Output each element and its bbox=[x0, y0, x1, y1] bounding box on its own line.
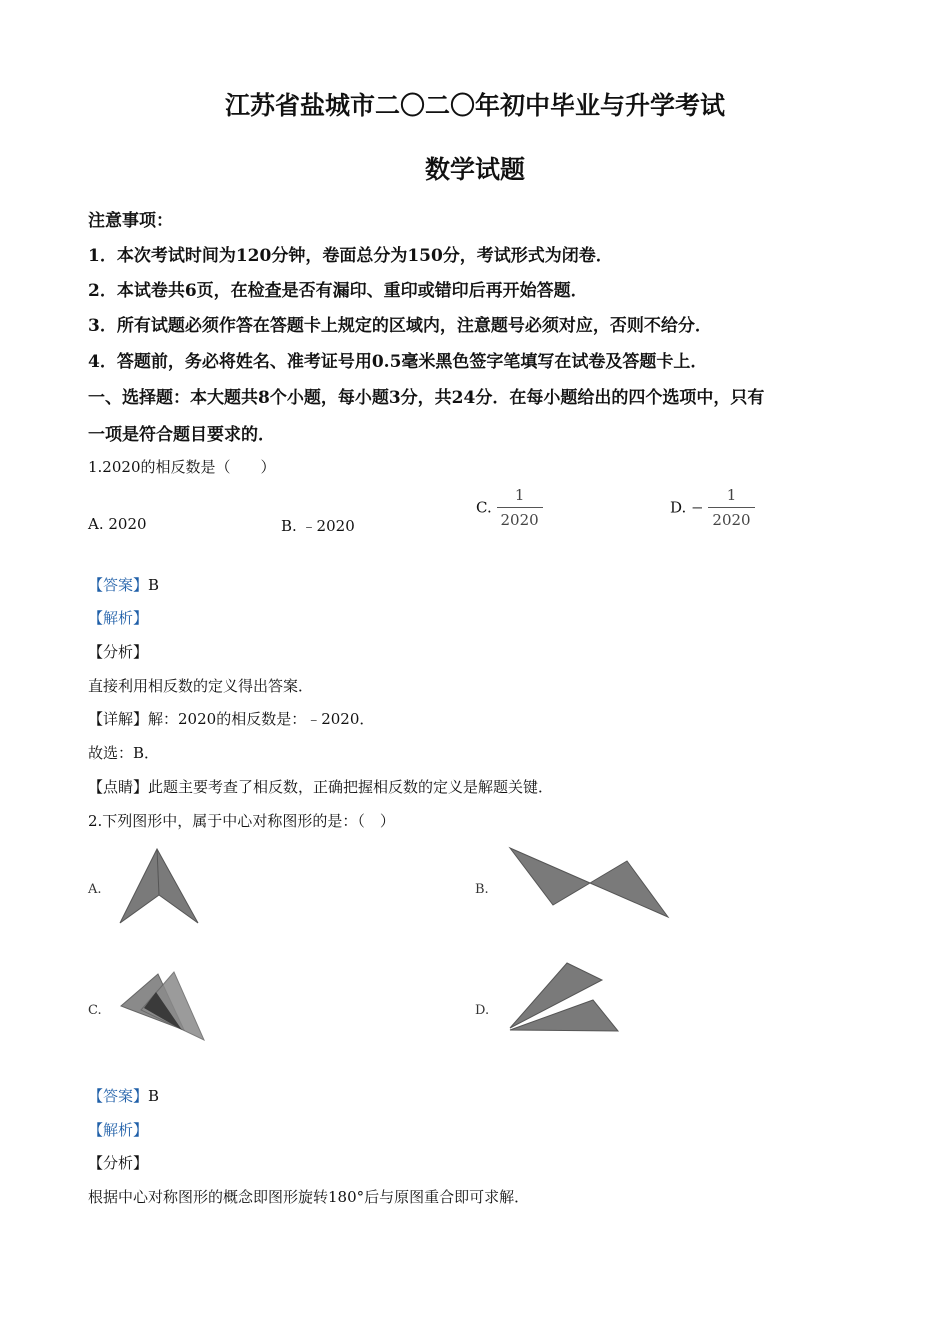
notes-heading: 注意事项： bbox=[88, 211, 173, 231]
note-item-4: 4．答题前，务必将姓名、准考证号用0.5毫米黑色签字笔填写在试卷及答题卡上． bbox=[88, 352, 708, 372]
q2-figure-a bbox=[112, 845, 207, 930]
q2-label-c: C. bbox=[88, 1003, 102, 1018]
q1-option-d-label: D. bbox=[670, 498, 687, 517]
note-item-2: 2．本试卷共6页，在检查是否有漏印、重印或错印后再开始答题． bbox=[88, 281, 588, 301]
q2-answer bbox=[88, 1085, 159, 1106]
page-title: 江苏省盐城市二〇二〇年初中毕业与升学考试 bbox=[224, 91, 725, 120]
q2-fenxi-text: 根据中心对称图形的概念即图形旋转180°后与原图重合即可求解． bbox=[88, 1188, 530, 1206]
q2-answer-value: B bbox=[148, 1087, 160, 1105]
q2-figure-b-right-triangle bbox=[590, 861, 668, 917]
q2-label-d: D. bbox=[475, 1003, 490, 1018]
q1-detail bbox=[88, 708, 374, 729]
q1-fenxi-tag: 【分析】 bbox=[88, 643, 149, 661]
q1-option-c-denominator: 2020 bbox=[497, 507, 543, 529]
q1-comment bbox=[88, 776, 553, 797]
q2-figure-b-left-triangle bbox=[510, 848, 590, 905]
note-item-3: 3．所有试题必须作答在答题卡上规定的区域内，注意题号必须对应，否则不给分． bbox=[88, 316, 712, 336]
q1-answer-value: B bbox=[148, 576, 160, 594]
q1-answer bbox=[88, 574, 159, 595]
q2-figure-d bbox=[505, 960, 625, 1035]
q1-option-d bbox=[670, 486, 755, 529]
q1-option-b: B. ﹣2020 bbox=[281, 517, 355, 535]
q1-option-d-sign: − bbox=[691, 498, 704, 517]
q1-detail-tag: 【详解】 bbox=[88, 710, 149, 728]
note-item-1: 1．本次考试时间为120分钟，卷面总分为150分，考试形式为闭卷． bbox=[88, 246, 613, 266]
q1-stem: 1.2020的相反数是（ ） bbox=[88, 458, 276, 476]
q1-option-c bbox=[476, 486, 543, 529]
q2-analysis-tag: 【解析】 bbox=[88, 1121, 149, 1139]
q2-label-b: B. bbox=[475, 882, 489, 897]
q1-comment-tag: 【点睛】 bbox=[88, 778, 149, 796]
q2-figure-c bbox=[116, 968, 211, 1046]
q2-fenxi-tag: 【分析】 bbox=[88, 1154, 149, 1172]
q1-option-c-label: C. bbox=[476, 498, 492, 517]
q1-option-a: A. 2020 bbox=[88, 515, 147, 533]
q1-analysis-tag: 【解析】 bbox=[88, 609, 149, 627]
q1-answer-tag: 【答案】 bbox=[88, 576, 149, 594]
q1-option-c-fraction bbox=[497, 486, 543, 529]
section-heading-line2: 一项是符合题目要求的． bbox=[88, 425, 275, 445]
q2-label-a: A. bbox=[88, 882, 102, 897]
section-heading-line1: 一、选择题：本大题共8个小题，每小题3分，共24分．在每小题给出的四个选项中，只有 bbox=[88, 388, 765, 408]
q2-stem: 2.下列图形中，属于中心对称图形的是：（ ） bbox=[88, 812, 395, 830]
q1-option-d-denominator: 2020 bbox=[708, 507, 754, 529]
q1-fenxi-text: 直接利用相反数的定义得出答案． bbox=[88, 677, 314, 695]
q1-detail-text: 解：2020的相反数是：﹣2020． bbox=[148, 710, 375, 728]
q1-option-d-fraction bbox=[708, 486, 754, 529]
q1-comment-text: 此题主要考查了相反数，正确把握相反数的定义是解题关键． bbox=[148, 778, 554, 796]
q1-choose: 故选：B． bbox=[88, 744, 160, 762]
q2-answer-tag: 【答案】 bbox=[88, 1087, 149, 1105]
page-subtitle: 数学试题 bbox=[424, 155, 525, 184]
q2-figure-b bbox=[505, 843, 675, 923]
q1-option-c-numerator: 1 bbox=[514, 486, 525, 504]
q1-option-d-numerator: 1 bbox=[726, 486, 737, 504]
